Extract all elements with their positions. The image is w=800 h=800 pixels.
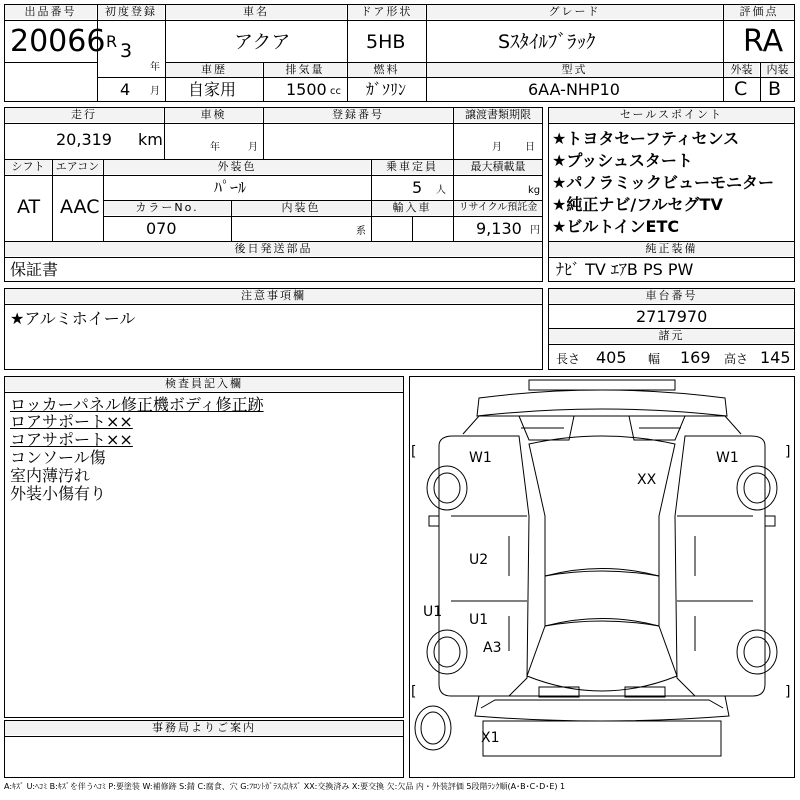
import-label: 輸入車 <box>372 201 452 215</box>
reg-no-label: 登録番号 <box>264 108 452 122</box>
damage-mark-a3: A3 <box>483 640 502 656</box>
damage-mark-w1-left: W1 <box>469 450 492 466</box>
bracket-right-1: ] <box>785 444 791 460</box>
equipment-label: 純正装備 <box>549 242 794 256</box>
length: 405 <box>596 348 627 367</box>
legend: A:ｷｽﾞ U:ﾍｺﾐ B:ｷｽﾞを伴うﾍｺﾐ P:要塗装 W:補修跡 S:錆 C:腐食、穴 G:ﾌﾛﾝﾄｶﾞﾗｽ点ｷｽﾞ XX:交換済み X:要交換 欠:欠品 内・外装評価 5段階ﾗﾝｸ順(A･B･C･D･E) 1 <box>4 782 566 791</box>
sales-point-5: ★ビルトインETC <box>552 217 680 236</box>
chassis-number: 2717970 <box>636 307 708 326</box>
car-damage-diagram <box>409 376 795 778</box>
inspector-line-1: ロッカーパネル修正機ボディ修正跡 <box>10 395 264 414</box>
int-color-unit: 系 <box>356 226 366 237</box>
recycle-unit: 円 <box>530 225 540 236</box>
interior-grade: B <box>768 78 782 100</box>
recycle-fee: 9,130 <box>476 219 522 238</box>
height: 145 <box>760 348 791 367</box>
damage-mark-x1: X1 <box>481 730 500 746</box>
sales-points-label: セールスポイント <box>549 108 794 122</box>
height-label: 高さ <box>724 352 749 366</box>
fuel-label: 燃料 <box>348 63 425 77</box>
inspector-label: 検査員記入欄 <box>5 377 403 391</box>
later-parts-label: 後日発送部品 <box>5 242 542 256</box>
history-label: 車歴 <box>166 63 262 77</box>
chassis-label: 車台番号 <box>549 289 794 303</box>
score-label: 評価点 <box>724 5 794 19</box>
transfer-month-unit: 月 <box>492 142 502 153</box>
displacement-label: 排気量 <box>264 63 346 77</box>
exterior-label: 外装 <box>724 63 759 77</box>
reg-month: 4 <box>120 80 131 99</box>
model-label: 型式 <box>427 63 722 77</box>
loadcap-label: 最大積載量 <box>454 160 542 174</box>
length-label: 長さ <box>556 352 581 366</box>
later-parts: 保証書 <box>10 260 59 279</box>
era: R <box>106 32 118 51</box>
sales-point-4: ★純正ナビ/フルセグTV <box>552 195 723 214</box>
bracket-right-2: ] <box>785 684 791 700</box>
aircon-label: エアコン <box>53 160 102 174</box>
capacity-unit: 人 <box>436 185 446 196</box>
notes-text: ★アルミホイール <box>10 309 136 328</box>
exterior-grade: C <box>734 78 748 100</box>
recycle-label: リサイクル預託金 <box>454 201 542 215</box>
equipment: ﾅﾋﾞ TV ｴｱB PS PW <box>556 260 694 279</box>
score: RA <box>743 24 784 59</box>
mileage-unit: km <box>138 130 163 149</box>
transfer-doc-label: 譲渡書類期限 <box>454 108 542 122</box>
capacity-label: 乗車定員 <box>372 160 452 174</box>
damage-mark-u2: U2 <box>469 552 489 568</box>
model-code: 6AA-NHP10 <box>528 80 620 99</box>
width-label: 幅 <box>648 352 661 366</box>
inspector-line-4: コンソール傷 <box>10 448 106 467</box>
lot-number: 20066 <box>10 24 106 59</box>
year-unit: 年 <box>150 62 160 73</box>
door-type: 5HB <box>366 31 406 53</box>
bracket-left-1: [ <box>411 444 417 460</box>
notes-label: 注意事項欄 <box>5 289 542 303</box>
damage-mark-xx: XX <box>637 472 657 488</box>
inspector-line-6: 外装小傷有り <box>10 484 107 503</box>
sales-point-3: ★パノラミックビューモニター <box>552 173 775 192</box>
aircon: AAC <box>60 196 100 218</box>
inspection-year-unit: 年 <box>210 142 220 153</box>
displacement-unit: cc <box>330 86 341 97</box>
inspection-month-unit: 月 <box>248 142 258 153</box>
dims-label: 諸元 <box>549 329 794 343</box>
width: 169 <box>680 348 711 367</box>
ext-color-label: 外装色 <box>104 160 370 174</box>
shift: AT <box>17 196 41 218</box>
damage-mark-w1-right: W1 <box>716 450 739 466</box>
lot-no-label: 出品番号 <box>5 5 96 19</box>
damage-mark-u1-side: U1 <box>423 604 443 620</box>
interior-label: 内装 <box>761 63 794 77</box>
car-name: アクア <box>234 31 291 53</box>
sales-point-1: ★トヨタセーフティセンス <box>552 129 740 148</box>
car-name-label: 車名 <box>166 5 346 19</box>
shift-label: シフト <box>5 160 51 174</box>
inspector-line-5: 室内薄汚れ <box>10 466 91 485</box>
grade-label: グレード <box>427 5 722 19</box>
int-color-label: 内装色 <box>232 201 370 215</box>
grade: Sｽﾀｲﾙﾌﾞﾗｯｸ <box>498 31 596 53</box>
sales-point-2: ★プッシュスタート <box>552 151 693 170</box>
fuel: ｶﾞｿﾘﾝ <box>366 80 407 99</box>
history: 自家用 <box>188 80 237 99</box>
reg-year: 3 <box>120 40 133 62</box>
office-label: 事務局よりご案内 <box>5 721 403 735</box>
door-label: ドア形状 <box>348 5 425 19</box>
damage-mark-u1-door: U1 <box>469 612 489 628</box>
mileage-label: 走行 <box>5 108 163 122</box>
loadcap-unit: kg <box>528 185 541 196</box>
inspection-label: 車検 <box>165 108 262 122</box>
inspector-line-2: ロアサポート×× <box>10 412 133 431</box>
ext-color: ﾊﾟｰﾙ <box>214 178 247 197</box>
color-no: 070 <box>146 219 177 238</box>
inspector-line-3: コアサポート×× <box>10 430 133 449</box>
color-no-label: カラーNo. <box>104 201 230 215</box>
first-reg-label: 初度登録 <box>98 5 164 19</box>
transfer-day-unit: 日 <box>525 142 535 153</box>
month-unit: 月 <box>150 86 160 97</box>
capacity: 5 <box>412 178 423 197</box>
displacement: 1500 <box>286 80 327 99</box>
bracket-left-2: [ <box>411 684 417 700</box>
mileage: 20,319 <box>56 130 112 149</box>
